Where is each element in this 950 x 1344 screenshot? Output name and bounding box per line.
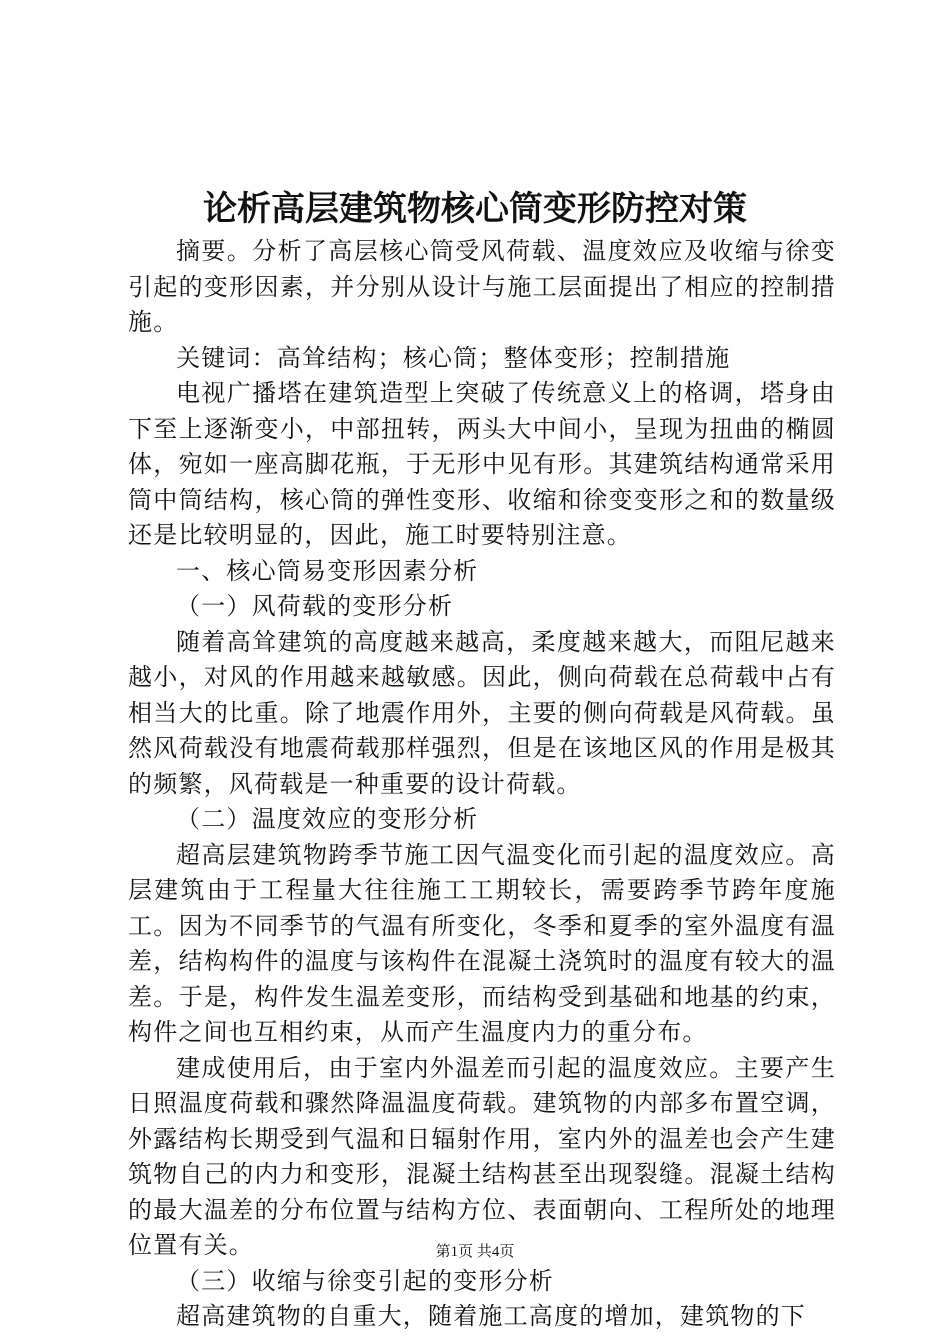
body-paragraph: 电视广播塔在建筑造型上突破了传统意义上的格调，塔身由下至上逐渐变小，中部扭转，两头大中间小，呈现为扭曲的椭圆体，宛如一座高脚花瓶，于无形中见有形。其建筑结构通常采用筒中筒结构，核心筒的弹性变形、收缩和徐变变形之和的数量级还是比较明显的，因此，施工时要特别注意。 [128,379,836,549]
subsection-heading: （二）温度效应的变形分析 [176,805,479,833]
section-heading: 一、核心筒易变形因素分析 [176,556,479,585]
keywords-paragraph: 关键词：高耸结构；核心筒；整体变形；控制措施 [176,343,731,372]
body-paragraph: 建成使用后，由于室内外温差而引起的温度效应。主要产生日照温度荷载和骤然降温温度荷载。建筑物的内部多布置空调，外露结构长期受到气温和日辐射作用，室内外的温差也会产生建筑物自己的内力和变形，混凝土结构甚至出现裂缝。混凝土结构的最大温差的分布位置与结构方位、表面朝向、工程所处的地理位置有关。 [128,1053,836,1259]
document-body [128,234,836,1335]
abstract-paragraph: 摘要。分析了高层核心筒受风荷载、温度效应及收缩与徐变引起的变形因素，并分别从设计与施工层面提出了相应的控制措施。 [128,237,836,336]
body-paragraph: 超高层建筑物跨季节施工因气温变化而引起的温度效应。高层建筑由于工程量大往往施工工期较长，需要跨季节跨年度施工。因为不同季节的气温有所变化，冬季和夏季的室外温度有温差，结构构件的温度与该构件在混凝土浇筑时的温度有较大的温差。于是，构件发生温差变形，而结构受到基础和地基的约束，构件之间也互相约束，从而产生温度内力的重分布。 [128,840,836,1046]
subsection-heading: （三）收缩与徐变引起的变形分析 [176,1266,554,1295]
subsection-heading: （一）风荷载的变形分析 [176,592,454,620]
document-title: 论析高层建筑物核心筒变形防控对策 [203,189,747,229]
body-paragraph: 超高建筑物的自重大，随着施工高度的增加，建筑物的下 [176,1302,806,1330]
body-paragraph: 随着高耸建筑的高度越来越高，柔度越来越大，而阻尼越来越小，对风的作用越来越敏感。因此，侧向荷载在总荷载中占有相当大的比重。除了地震作用外，主要的侧向荷载是风荷载。虽然风荷载没有地震荷载那样强烈，但是在该地区风的作用是极其的频繁，风荷载是一种重要的设计荷载。 [128,627,836,798]
page-number-footer: 第1页 共4页 [435,1244,515,1260]
